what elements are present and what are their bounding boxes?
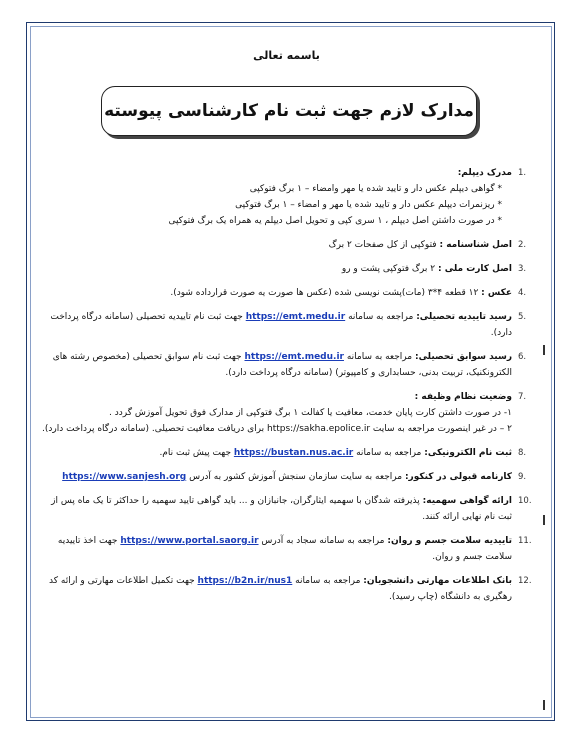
sanjesh-link[interactable]: https://www.sanjesh.org xyxy=(62,472,187,482)
title-box xyxy=(101,86,477,136)
item-text: مراجعه به سامانه xyxy=(348,312,414,322)
item-label: رسید سوابق تحصیلی: xyxy=(414,352,512,362)
requirements-list xyxy=(40,165,540,613)
list-item xyxy=(40,445,540,461)
list-item xyxy=(40,469,540,485)
b2n-link[interactable]: https://b2n.ir/nus1 xyxy=(197,576,293,586)
item-text: جهت پیش ثبت نام. xyxy=(159,448,232,458)
item-text: فتوکپی از کل صفحات ۲ برگ xyxy=(328,240,437,250)
emt-link[interactable]: https://emt.medu.ir xyxy=(244,352,344,362)
item-label: اصل شناسنامه : xyxy=(439,240,512,250)
item-label: مدرک دیپلم: xyxy=(457,168,512,178)
bismillah-heading: باسمه تعالی xyxy=(253,49,320,62)
item-number: .9 xyxy=(518,472,527,482)
bustan-link[interactable]: https://bustan.nus.ac.ir xyxy=(233,448,354,458)
sub-item: * در صورت داشتن اصل دیپلم ، ۱ سری کپی و تحویل اصل دیپلم یه همراه یک برگ فتوکپی xyxy=(168,216,502,226)
item-text: جهت تکمیل اطلاعات مهارتی و ارائه کد رهگیری به دانشگاه (چاپ رسید). xyxy=(49,576,512,602)
list-item xyxy=(40,237,540,253)
item-number: .7 xyxy=(518,392,527,402)
list-item xyxy=(40,389,540,437)
sub-item: * ریزنمرات دیپلم عکس دار و تایید شده یا مهر و امضاء – ۱ برگ فتوکپی xyxy=(235,200,502,210)
item-text: مراجعه به سامانه xyxy=(346,352,413,362)
item-label: تاییدیه سلامت جسم و روان: xyxy=(387,536,512,546)
list-item xyxy=(40,533,540,565)
item-label: بانک اطلاعات مهارتی دانشجویان: xyxy=(363,576,512,586)
sub-item: ۱- در صورت داشتن کارت پایان خدمت، معافیت یا کفالت ۱ برگ فتوکپی از مدارک فوق تحویل آموزش گردد . xyxy=(109,408,512,418)
item-text: جهت ثبت نام سوابق تحصیلی (مخصوص رشته های الکترونکنیک، تربیت بدنی، حسابداری و کامپیوتر) (سامانه درگاه پرداخت دارد). xyxy=(52,352,512,378)
page-break-mark xyxy=(543,700,545,710)
item-text: ۱۲ قطعه ۴*۳ (مات)پشت نویسی شده (عکس ها صورت یه صورت قرارداده شود). xyxy=(170,288,479,298)
list-item xyxy=(40,285,540,301)
item-label: کارنامه قبولی در کنکور: xyxy=(404,472,512,482)
item-number: .5 xyxy=(518,312,527,322)
emt-link[interactable]: https://emt.medu.ir xyxy=(245,312,346,322)
list-item xyxy=(40,573,540,605)
item-number: .2 xyxy=(518,240,527,250)
saorg-link[interactable]: https://www.portal.saorg.ir xyxy=(120,536,259,546)
item-number: .1 xyxy=(518,168,527,178)
item-number: .3 xyxy=(518,264,527,274)
sub-item: ۲ – در غیر اینصورت مراجعه به سایت https://sakha.epolice.ir برای دریافت معافیت تحصیلی. (سامانه درگاه پرداخت دارد). xyxy=(42,424,512,434)
list-item xyxy=(40,309,540,341)
list-item xyxy=(40,165,540,229)
item-text: ۲ برگ فتوکپی پشت و رو xyxy=(341,264,436,274)
item-label: اصل کارت ملی : xyxy=(437,264,512,274)
item-text: مراجعه به سامانه xyxy=(295,576,361,586)
item-text: پذیرفته شدگان با سهمیه ایثارگران، جانبازان و ... باید گواهی تایید سهمیه را حداکثر تا یک ماه پس از ثبت نام نهایی ارائه کنند. xyxy=(51,496,512,522)
item-text: مراجعه به سامانه سجاد به آدرس xyxy=(261,536,385,546)
item-text: مراجعه به سایت سازمان سنجش آموزش کشور به آدرس xyxy=(189,472,403,482)
page-break-mark xyxy=(543,515,545,525)
item-number: .8 xyxy=(518,448,527,458)
item-number: .11 xyxy=(518,536,532,546)
item-number: .6 xyxy=(518,352,527,362)
list-item xyxy=(40,261,540,277)
item-number: .4 xyxy=(518,288,527,298)
list-item xyxy=(40,349,540,381)
list-item xyxy=(40,493,540,525)
item-text: جهت اخذ تاییدیه سلامت جسم و روان. xyxy=(57,536,512,562)
item-number: .10 xyxy=(518,496,532,506)
item-text: جهت ثبت نام تاییدیه تحصیلی (سامانه درگاه پرداخت دارد). xyxy=(50,312,512,338)
item-label: عکس : xyxy=(481,288,512,298)
item-label: رسید تاییدیه تحصیلی: xyxy=(416,312,512,322)
item-text: مراجعه به سامانه xyxy=(356,448,422,458)
page-break-mark xyxy=(543,345,545,355)
document-title: مدارک لازم جهت ثبت نام کارشناسی پیوسته xyxy=(104,101,474,121)
sub-item: * گواهی دیپلم عکس دار و تایید شده یا مهر وامضاء – ۱ برگ فتوکپی xyxy=(249,184,502,194)
item-label: وضعیت نظام وظیفه : xyxy=(414,392,512,402)
item-label: ارائه گواهی سهمیه: xyxy=(422,496,512,506)
item-label: ثبت نام الکترونیکی: xyxy=(424,448,512,458)
item-number: .12 xyxy=(518,576,532,586)
